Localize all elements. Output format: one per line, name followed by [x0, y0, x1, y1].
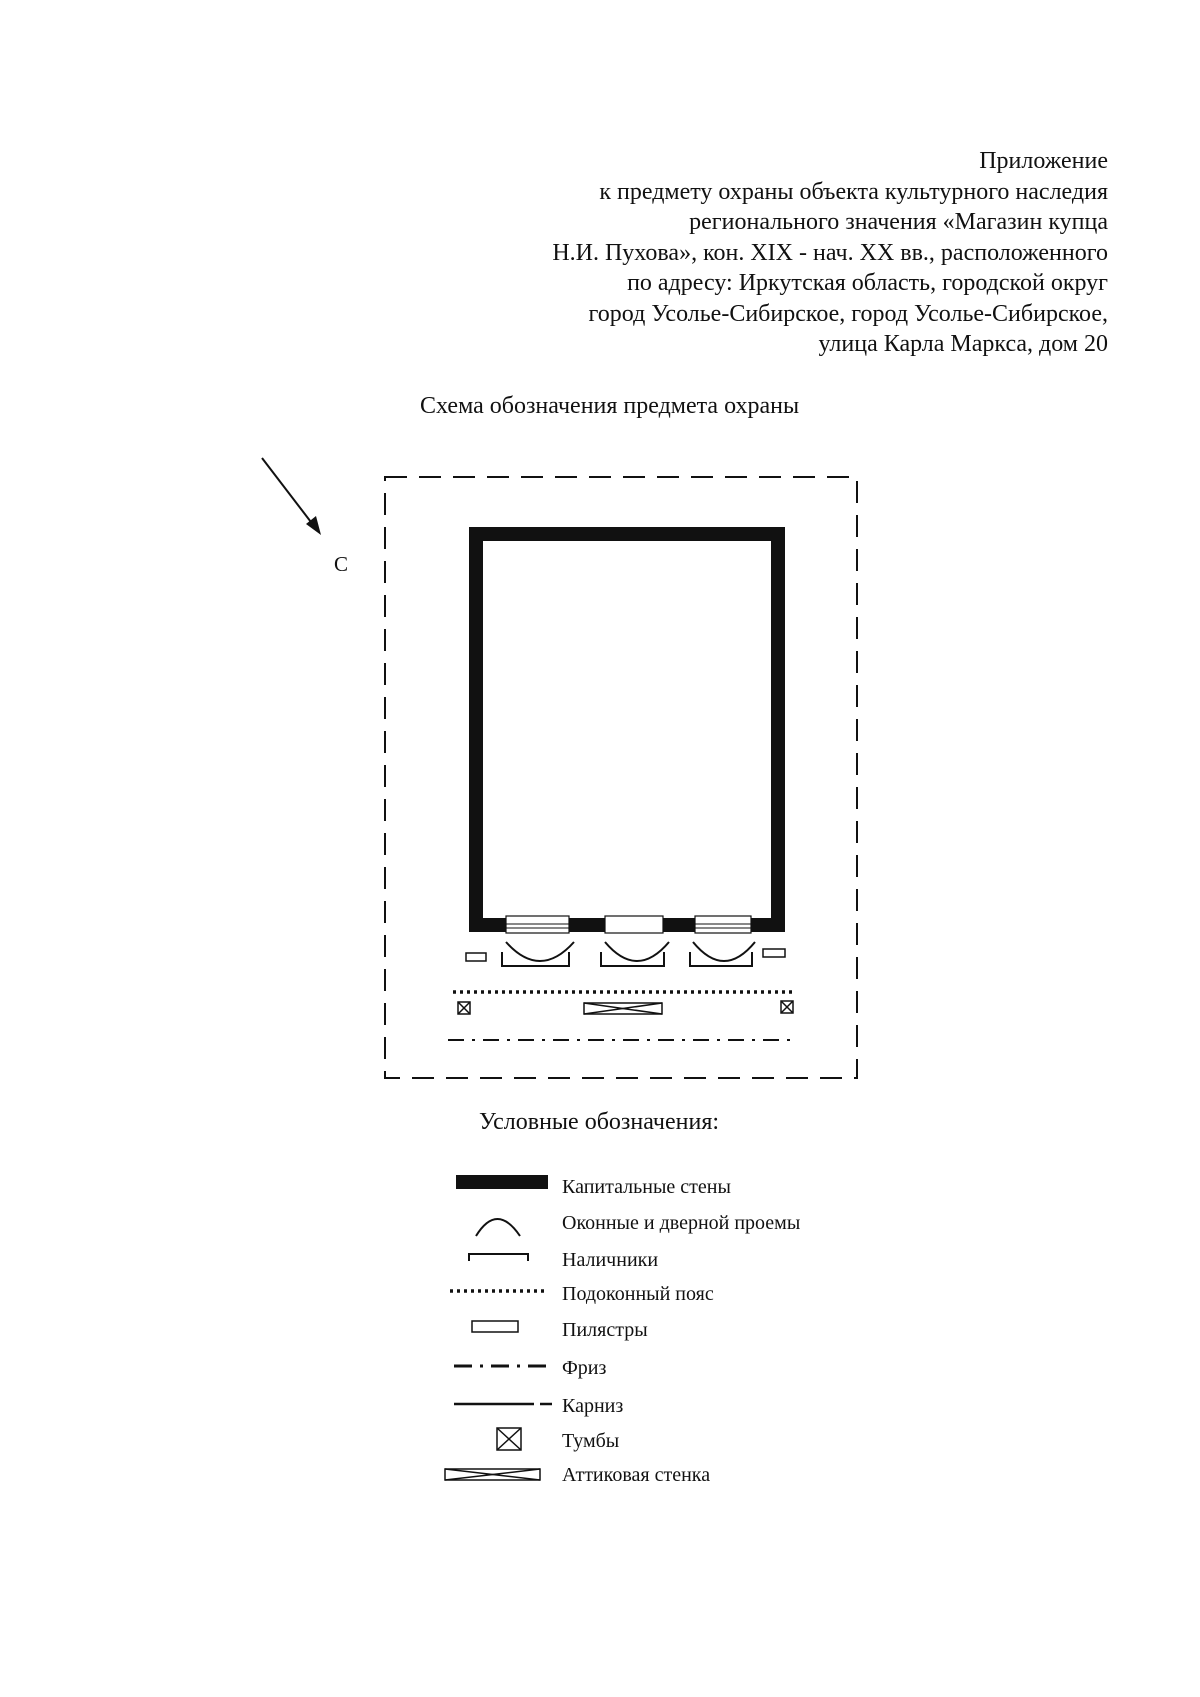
legend-item-capital-walls: [440, 1170, 940, 1204]
schema-title: Схема обозначения предмета охраны: [420, 393, 800, 419]
header-line: город Усолье-Сибирское, город Усолье-Сибирское,: [588, 300, 1108, 327]
header-line: улица Карла Маркса, дом 20: [818, 331, 1108, 357]
legend-label: Фриз: [562, 1357, 607, 1379]
long-dash-line-icon: [440, 1389, 560, 1423]
small-rectangle-icon: [440, 1313, 560, 1347]
header-line: по адресу: Иркутская область, городской округ: [627, 270, 1108, 296]
attic-wall: [584, 1003, 662, 1014]
header-line: к предмету охраны объекта культурного наследия: [599, 178, 1108, 205]
legend-item-attic-wall: [440, 1458, 940, 1492]
legend-label: Подоконный пояс: [562, 1283, 714, 1305]
bracket-frame-icon: [440, 1243, 560, 1277]
legend-item-cornice: [440, 1389, 940, 1423]
capital-walls: [476, 534, 778, 925]
pilaster: [763, 949, 785, 957]
header-line: Приложение: [979, 148, 1108, 174]
arc-opening-icon: [440, 1206, 560, 1240]
legend-item-pedestals: [440, 1424, 940, 1458]
header-line: Н.И. Пухова», кон. XIX - нач. XX вв., расположенного: [552, 239, 1108, 266]
legend-label: Пилястры: [562, 1319, 648, 1341]
legend-label: Тумбы: [562, 1430, 620, 1452]
legend-label: Капитальные стены: [562, 1176, 731, 1198]
north-label: С: [334, 552, 349, 576]
legend-label: Карниз: [562, 1395, 624, 1417]
header-line: регионального значения «Магазин купца: [689, 209, 1108, 235]
dotted-line-icon: [440, 1277, 560, 1311]
pilaster: [466, 953, 486, 961]
legend-item-window-frames: [440, 1243, 940, 1277]
north-arrow-icon: [262, 458, 321, 535]
legend-item-openings: [440, 1206, 940, 1240]
legend-label: Оконные и дверной проемы: [562, 1212, 801, 1234]
legend-item-sill-belt: [440, 1277, 940, 1311]
front-wall-openings: [506, 916, 751, 933]
legend-title: Условные обозначения:: [479, 1109, 720, 1135]
opening-arcs: [506, 942, 755, 961]
legend-label: Аттиковая стенка: [562, 1464, 711, 1486]
crossed-box-icon: [440, 1424, 560, 1458]
legend-item-pilasters: [440, 1313, 940, 1347]
crossed-long-box-icon: [440, 1458, 560, 1492]
dash-dot-line-icon: [440, 1351, 560, 1385]
pedestal: [458, 1002, 470, 1014]
legend-label: Наличники: [562, 1249, 659, 1271]
pedestal: [781, 1001, 793, 1013]
legend-item-frieze: [440, 1351, 940, 1385]
thick-wall-icon: [440, 1170, 560, 1204]
site-boundary: [385, 477, 857, 1078]
